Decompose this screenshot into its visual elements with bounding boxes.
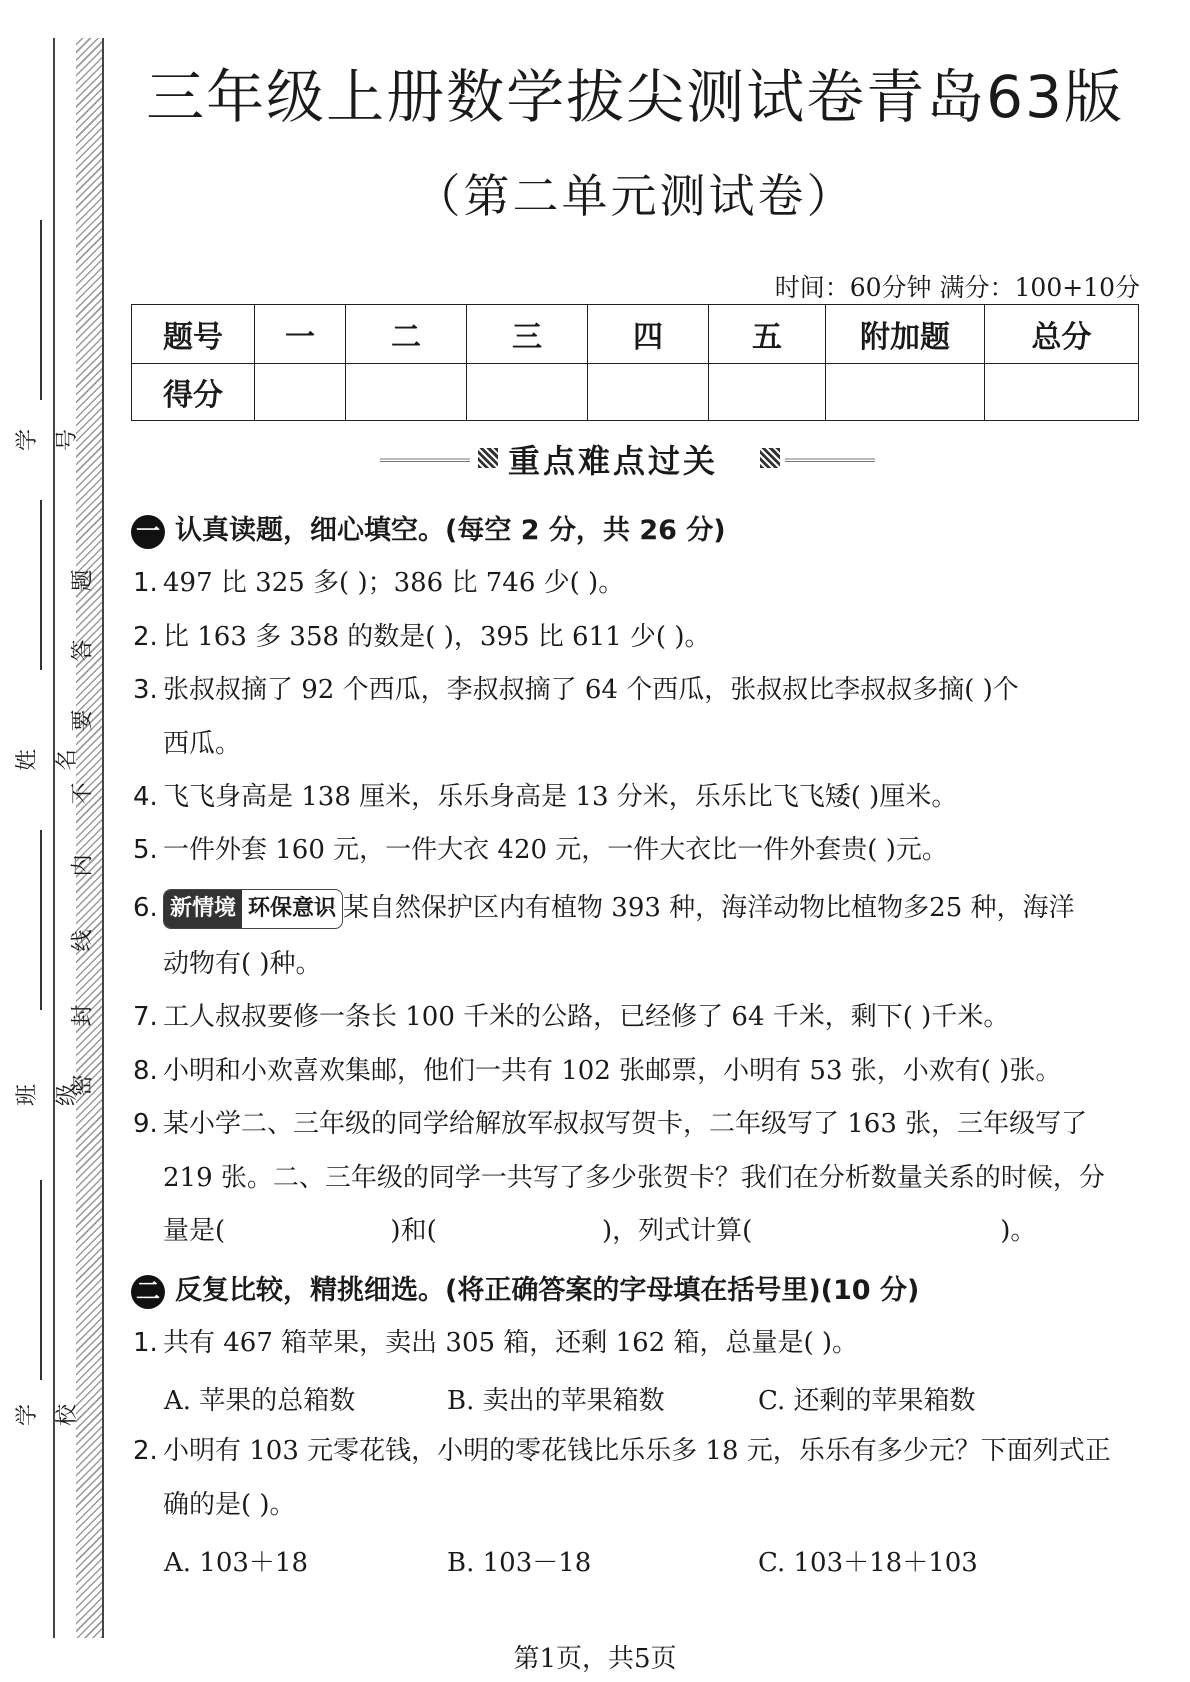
question-number: 3. bbox=[133, 675, 158, 705]
question-number: 7. bbox=[133, 1002, 158, 1032]
margin-line-right bbox=[102, 38, 104, 1638]
option-a[interactable]: A. 苹果的总箱数 bbox=[164, 1386, 356, 1416]
seal-char: 答 bbox=[70, 639, 96, 662]
section-1-heading bbox=[131, 508, 726, 549]
question-text: 小明和小欢喜欢集邮，他们一共有 102 张邮票，小明有 53 张，小欢有( )张。 bbox=[163, 1056, 1062, 1086]
seal-char: 线 bbox=[70, 929, 96, 952]
question-text: 工人叔叔要修一条长 100 千米的公路，已经修了 64 千米，剩下( )千米。 bbox=[163, 1002, 1010, 1032]
question-number: 2. bbox=[133, 1436, 158, 1466]
section-heading-text: 反复比较，精挑细选。(将正确答案的字母填在括号里)(10 分) bbox=[175, 1275, 920, 1306]
question bbox=[133, 1107, 1143, 1141]
score-table bbox=[131, 304, 1139, 421]
school-label: 学校 bbox=[15, 1404, 80, 1427]
question-text: 497 比 325 多( )；386 比 746 少( )。 bbox=[163, 568, 625, 598]
score-cell[interactable] bbox=[467, 364, 588, 421]
question bbox=[133, 780, 1143, 814]
margin-hatch bbox=[76, 38, 102, 1638]
score-row-label: 得分 bbox=[132, 364, 255, 421]
table-header-cell: 题号 bbox=[132, 305, 255, 364]
banner-title: 重点难点过关 bbox=[508, 442, 719, 480]
option-c[interactable]: C. 还剩的苹果箱数 bbox=[758, 1386, 976, 1416]
table-header-cell: 二 bbox=[346, 305, 467, 364]
banner-ornament-icon bbox=[478, 448, 498, 468]
question bbox=[133, 1000, 1143, 1034]
score-cell[interactable] bbox=[346, 364, 467, 421]
question-number: 8. bbox=[133, 1056, 158, 1086]
question bbox=[133, 1434, 1143, 1468]
banner-ornament-icon bbox=[760, 448, 780, 468]
page-footer: 第1页，共5页 bbox=[513, 1644, 677, 1674]
name-line bbox=[40, 500, 42, 670]
class-label: 班级 bbox=[15, 1084, 80, 1107]
seal-char: 题 bbox=[70, 569, 96, 592]
score-cell[interactable] bbox=[985, 364, 1139, 421]
question-text: 比 163 多 358 的数是( )，395 比 611 少( )。 bbox=[163, 622, 711, 652]
seal-char: 密 bbox=[70, 1074, 96, 1097]
table-header-cell: 一 bbox=[255, 305, 346, 364]
page-title: 三年级上册数学拔尖测试卷青岛63版 bbox=[146, 63, 1124, 131]
question bbox=[133, 833, 1143, 867]
question-continuation: 确的是( )。 bbox=[163, 1490, 296, 1520]
name-label: 姓名 bbox=[15, 749, 80, 772]
page-subtitle: （第二单元测试卷） bbox=[414, 169, 856, 223]
class-line bbox=[40, 830, 42, 1010]
section-number-icon: 二 bbox=[131, 1275, 165, 1309]
question bbox=[133, 566, 1143, 600]
section-banner bbox=[380, 436, 880, 482]
question bbox=[133, 1054, 1143, 1088]
context-tag bbox=[163, 889, 343, 929]
time-info: 时间：60分钟 满分：100+10分 bbox=[774, 273, 1140, 302]
question bbox=[133, 1326, 1143, 1360]
question-text: 共有 467 箱苹果，卖出 305 箱，还剩 162 箱，总量是( )。 bbox=[163, 1328, 859, 1358]
question bbox=[133, 889, 1143, 929]
score-table-row bbox=[132, 364, 1139, 421]
tag-eco: 环保意识 bbox=[248, 896, 337, 921]
question-number: 1. bbox=[133, 1328, 158, 1358]
banner-line-right bbox=[785, 457, 875, 462]
score-cell[interactable] bbox=[709, 364, 826, 421]
question-continuation: 219 张。二、三年级的同学一共写了多少张贺卡？我们在分析数量关系的时候，分 bbox=[163, 1163, 1105, 1193]
question-number: 2. bbox=[133, 622, 158, 652]
option-c[interactable]: C. 103＋18＋103 bbox=[758, 1548, 978, 1578]
table-header-cell: 附加题 bbox=[826, 305, 985, 364]
seal-char: 封 bbox=[70, 1004, 96, 1027]
seal-char: 内 bbox=[70, 854, 96, 877]
question-continuation: 西瓜。 bbox=[163, 729, 242, 759]
question bbox=[133, 620, 1143, 654]
school-line bbox=[40, 1180, 42, 1380]
question-number: 1. bbox=[133, 568, 158, 598]
table-header-cell: 总分 bbox=[985, 305, 1139, 364]
margin-line-left bbox=[53, 38, 55, 1638]
seal-char: 不 bbox=[70, 782, 96, 805]
question-text: 飞飞身高是 138 厘米，乐乐身高是 13 分米，乐乐比飞飞矮( )厘米。 bbox=[163, 782, 958, 812]
question-text: 某自然保护区内有植物 393 种，海洋动物比植物多25 种，海洋 bbox=[343, 893, 1075, 923]
table-header-cell: 五 bbox=[709, 305, 826, 364]
question-continuation: 量是( )和( )，列式计算( )。 bbox=[163, 1216, 1037, 1246]
banner-line-left bbox=[380, 457, 470, 462]
question-text: 小明有 103 元零花钱，小明的零花钱比乐乐多 18 元，乐乐有多少元？下面列式正 bbox=[163, 1436, 1111, 1466]
section-number-icon: 一 bbox=[131, 515, 165, 549]
score-cell[interactable] bbox=[588, 364, 709, 421]
seal-char: 要 bbox=[70, 709, 96, 732]
question-text: 张叔叔摘了 92 个西瓜，李叔叔摘了 64 个西瓜，张叔叔比李叔叔多摘( )个 bbox=[163, 675, 1019, 705]
student-no-label: 学号 bbox=[15, 429, 80, 452]
option-a[interactable]: A. 103＋18 bbox=[164, 1548, 309, 1578]
question bbox=[133, 673, 1143, 707]
question-number: 5. bbox=[133, 835, 158, 865]
score-table-header bbox=[132, 305, 1139, 364]
option-b[interactable]: B. 103－18 bbox=[447, 1548, 592, 1578]
question-number: 6. bbox=[133, 893, 158, 923]
question-number: 4. bbox=[133, 782, 158, 812]
score-cell[interactable] bbox=[255, 364, 346, 421]
question-number: 9. bbox=[133, 1109, 158, 1139]
question-text: 一件外套 160 元，一件大衣 420 元，一件大衣比一件外套贵( )元。 bbox=[163, 835, 948, 865]
table-header-cell: 三 bbox=[467, 305, 588, 364]
section-heading-text: 认真读题，细心填空。(每空 2 分，共 26 分) bbox=[175, 515, 726, 546]
question-continuation: 动物有( )种。 bbox=[163, 949, 322, 979]
tag-new-context: 新情境 bbox=[164, 890, 242, 928]
table-header-cell: 四 bbox=[588, 305, 709, 364]
option-b[interactable]: B. 卖出的苹果箱数 bbox=[447, 1386, 665, 1416]
question-text: 某小学二、三年级的同学给解放军叔叔写贺卡，二年级写了 163 张，三年级写了 bbox=[163, 1109, 1088, 1139]
score-cell[interactable] bbox=[826, 364, 985, 421]
section-2-heading bbox=[131, 1268, 919, 1309]
student-no-line bbox=[40, 220, 42, 400]
